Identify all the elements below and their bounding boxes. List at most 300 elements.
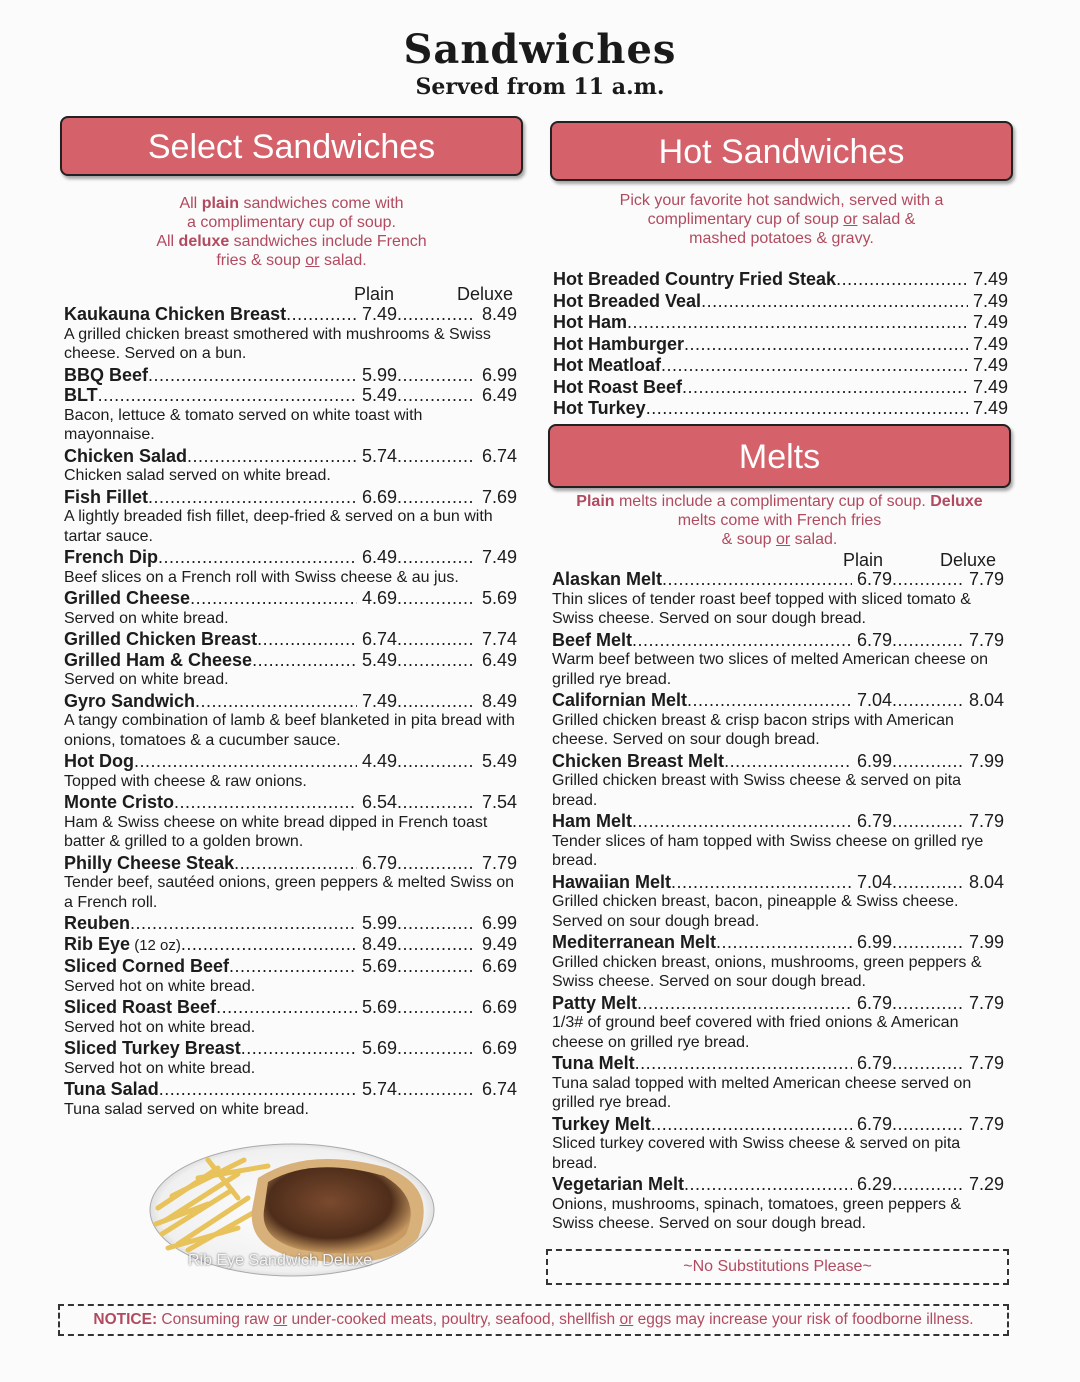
menu-item-line (64, 588, 517, 609)
menu-item-line (64, 629, 517, 650)
deluxe-price: 7.49 (481, 547, 517, 567)
menu-item-line (64, 1038, 517, 1059)
leader-dots (684, 334, 968, 356)
item-description: Grilled chicken breast, onions, mushrooms, green peppers & Swiss cheese. Served on sour dough bread. (552, 953, 982, 990)
deluxe-price: 7.99 (968, 750, 1004, 771)
menu-item-line (552, 993, 1004, 1014)
leader-dots (181, 934, 357, 955)
menu-item (552, 690, 1004, 750)
item-description: Tender slices of ham topped with Swiss cheese on grilled rye bread. (552, 832, 984, 869)
menu-item (64, 365, 517, 386)
menu-item-line (64, 853, 517, 874)
menu-item-line (64, 304, 517, 325)
plain-price: 5.99 (361, 364, 397, 385)
item-name (552, 932, 716, 953)
deluxe-price: 7.54 (481, 792, 517, 812)
leader-dots (241, 1038, 357, 1059)
menu-item (64, 588, 517, 628)
leader-dots (724, 751, 852, 772)
menu-item (64, 956, 517, 996)
menu-item (64, 792, 517, 852)
menu-item-line (552, 690, 1004, 711)
leader-dots (98, 385, 357, 406)
deluxe-price: 7.29 (968, 1174, 1004, 1194)
item-price: 7.49 (972, 333, 1008, 354)
leader-dots (684, 1174, 852, 1195)
leader-dots (687, 690, 852, 711)
deluxe-price: 8.49 (481, 304, 517, 324)
menu-item (552, 630, 1004, 690)
hot-sandwich-list (553, 269, 1008, 420)
item-name (552, 569, 662, 590)
item-description: A lightly breaded fish fillet, deep-fried & served on a bun with tartar sauce. (64, 508, 493, 545)
menu-item (64, 446, 517, 486)
plain-price: 5.74 (361, 445, 397, 466)
menu-item-line (552, 872, 1004, 893)
deluxe-price: 7.69 (481, 486, 517, 507)
deluxe-price: 7.79 (968, 992, 1004, 1013)
item-description: Tuna salad served on white bread. (64, 1100, 309, 1118)
leader-dots (397, 365, 475, 386)
leader-dots (836, 269, 968, 291)
item-name-text: Turkey Melt (552, 1113, 651, 1134)
plain-price: 5.69 (361, 997, 397, 1017)
item-name-text: Rib Eye (64, 933, 131, 954)
leader-dots (397, 588, 475, 609)
item-name (552, 872, 671, 893)
menu-item (552, 872, 1004, 932)
food-safety-notice: NOTICE: Consuming raw or under-cooked meats, poultry, seafood, shellfish or eggs may increase your risk of foodborne illness. (58, 1304, 1009, 1336)
menu-item (553, 377, 1008, 399)
plain-price: 4.69 (361, 588, 397, 608)
leader-dots (397, 913, 475, 934)
menu-item-line (552, 1053, 1004, 1074)
plain-price: 7.49 (361, 690, 397, 711)
plain-price: 4.49 (361, 751, 397, 771)
deluxe-price: 5.49 (481, 751, 517, 771)
leader-dots (158, 547, 357, 568)
select-col-deluxe: Deluxe (457, 284, 514, 304)
item-name (64, 1038, 241, 1059)
item-name-text: French Dip (64, 547, 159, 567)
item-name-note: (12 oz) (130, 936, 181, 954)
item-name (552, 811, 632, 832)
plain-price: 6.79 (856, 811, 892, 831)
item-name-text: Hawaiian Melt (552, 871, 672, 892)
plain-price: 5.74 (361, 1079, 397, 1099)
deluxe-price: 9.49 (481, 933, 517, 954)
item-name (64, 446, 187, 467)
leader-dots (257, 629, 357, 650)
item-name (64, 792, 174, 813)
melts-col-deluxe: Deluxe (940, 550, 997, 570)
plain-price: 6.49 (361, 547, 397, 567)
deluxe-price: 6.49 (481, 385, 517, 405)
deluxe-price: 7.79 (968, 569, 1004, 589)
item-name-text: Kaukauna Chicken Breast (64, 304, 287, 324)
menu-item (64, 304, 517, 364)
leader-dots (397, 547, 475, 568)
plain-price: 5.49 (361, 649, 397, 670)
leader-dots (701, 291, 968, 313)
item-name (64, 751, 134, 772)
item-name (552, 1053, 635, 1074)
item-description: Bacon, lettuce & tomato served on white toast with mayonnaise. (64, 406, 423, 443)
item-price: 7.49 (972, 398, 1008, 418)
item-description: Chicken salad served on white bread. (64, 467, 331, 484)
item-name (64, 691, 195, 712)
menu-item-line (64, 956, 517, 977)
menu-item-line (64, 751, 517, 772)
item-name (64, 588, 190, 609)
item-name-text: BLT (64, 385, 98, 405)
item-name: Hot Breaded Country Fried Steak (553, 269, 837, 289)
leader-dots (661, 355, 968, 377)
plain-price: 6.69 (361, 486, 397, 507)
item-description: Sliced turkey covered with Swiss cheese & served on pita bread. (552, 1135, 961, 1172)
plain-price: 7.49 (361, 304, 397, 324)
item-name-text: Patty Melt (552, 992, 638, 1013)
leader-dots (892, 872, 962, 893)
menu-item-line (64, 913, 517, 934)
item-name (552, 1174, 684, 1195)
menu-item (552, 1114, 1004, 1174)
leader-dots (632, 630, 852, 651)
menu-item (552, 751, 1004, 811)
leader-dots (892, 690, 962, 711)
plain-price: 8.49 (361, 933, 397, 954)
leader-dots (627, 312, 968, 334)
item-name (64, 913, 130, 934)
deluxe-price: 8.04 (968, 871, 1004, 892)
item-name-text: Californian Melt (552, 690, 688, 710)
item-description: Grilled chicken breast & crisp bacon strips with American cheese. Served on sour dough bread. (552, 711, 954, 748)
leader-dots (397, 691, 475, 712)
item-description: Served hot on white bread. (64, 1018, 256, 1036)
item-name-text: Vegetarian Melt (552, 1174, 685, 1194)
select-col-plain: Plain (354, 284, 395, 304)
item-name (552, 1114, 651, 1135)
menu-item (552, 932, 1004, 992)
menu-item (553, 312, 1008, 334)
leader-dots (397, 792, 475, 813)
leader-dots (195, 691, 357, 712)
deluxe-price: 6.69 (481, 997, 517, 1017)
menu-item (553, 291, 1008, 313)
plain-price: 6.29 (856, 1174, 892, 1194)
menu-item (553, 334, 1008, 356)
deluxe-price: 7.99 (968, 932, 1004, 952)
deluxe-price: 6.74 (481, 445, 517, 466)
item-description: Beef slices on a French roll with Swiss cheese & au jus. (64, 568, 459, 586)
menu-item-line (552, 569, 1004, 590)
menu-item (64, 385, 517, 445)
item-description: Warm beef between two slices of melted American cheese on grilled rye bread. (552, 651, 989, 688)
item-name (552, 751, 724, 772)
item-name-text: Philly Cheese Steak (64, 852, 235, 873)
item-price: 7.49 (972, 355, 1008, 375)
item-price: 7.49 (972, 376, 1008, 397)
plain-price: 5.69 (361, 956, 397, 976)
menu-item-line (64, 997, 517, 1018)
leader-dots (397, 650, 475, 671)
leader-dots (892, 1174, 962, 1195)
leader-dots (651, 1114, 852, 1135)
item-description: Topped with cheese & raw onions. (64, 772, 307, 790)
leader-dots (892, 932, 962, 953)
plain-price: 6.99 (856, 932, 892, 952)
menu-item (553, 355, 1008, 377)
leader-dots (397, 304, 475, 325)
item-description: A tangy combination of lamb & beef blanketed in pita bread with onions, tomatoes & a cucumber sauce. (64, 712, 515, 749)
item-description: Tuna salad topped with melted American cheese served on grilled rye bread. (552, 1074, 972, 1111)
plain-price: 5.49 (361, 385, 397, 405)
item-name-text: Chicken Breast Melt (552, 750, 725, 771)
menu-item (64, 934, 517, 957)
menu-item-line (64, 1079, 517, 1100)
select-sandwich-list (64, 304, 517, 1120)
deluxe-price: 6.49 (481, 649, 517, 670)
deluxe-price: 6.69 (481, 956, 517, 976)
leader-dots (134, 751, 357, 772)
leader-dots (646, 398, 968, 420)
leader-dots (397, 1038, 475, 1059)
menu-item-line (552, 1174, 1004, 1195)
hot-sandwiches-banner: Hot Sandwiches (550, 121, 1013, 181)
menu-item-line (552, 1114, 1004, 1135)
item-description: Onions, mushrooms, spinach, tomatoes, green peppers & Swiss cheese. Served on sour dough bread. (552, 1195, 962, 1232)
item-description: Grilled chicken breast with Swiss cheese & served on pita bread. (552, 772, 962, 809)
menu-item-line (552, 751, 1004, 772)
item-name: Hot Roast Beef (553, 376, 683, 397)
item-name-text: Tuna Salad (64, 1079, 159, 1099)
menu-item (552, 1174, 1004, 1234)
plain-price: 6.79 (856, 1113, 892, 1134)
item-name (64, 385, 98, 406)
item-description: Tender beef, sautéed onions, green peppers & melted Swiss on a French roll. (64, 874, 515, 911)
item-name (64, 1079, 159, 1100)
item-name (64, 365, 148, 386)
menu-item-line (64, 446, 517, 467)
item-name-text: Grilled Chicken Breast (64, 629, 258, 649)
menu-item-line (64, 934, 517, 957)
item-name: Hot Breaded Veal (553, 290, 702, 311)
select-intro: All plain sandwiches come with a complimentary cup of soup. All deluxe sandwiches include French fries & soup or salad. (156, 195, 427, 269)
menu-item (64, 547, 517, 587)
item-name (64, 853, 234, 874)
leader-dots (671, 872, 852, 893)
no-substitutions-box: ~No Substitutions Please~ (546, 1249, 1009, 1285)
plain-price: 7.04 (856, 871, 892, 892)
melts-col-plain: Plain (843, 550, 884, 570)
item-price: 7.49 (972, 269, 1008, 289)
leader-dots (187, 446, 357, 467)
leader-dots (682, 377, 968, 399)
menu-item-line (552, 811, 1004, 832)
item-name: Hot Ham (553, 312, 628, 332)
plain-price: 5.69 (361, 1038, 397, 1058)
leader-dots (130, 913, 357, 934)
item-description: Served hot on white bread. (64, 977, 256, 995)
deluxe-price: 7.79 (481, 852, 517, 873)
menu-item-line (64, 792, 517, 813)
plain-price: 6.74 (361, 629, 397, 649)
leader-dots (892, 569, 962, 590)
item-name: Hot Turkey (553, 398, 646, 418)
deluxe-price: 7.79 (968, 1113, 1004, 1134)
leader-dots (637, 993, 852, 1014)
deluxe-price: 6.69 (481, 1038, 517, 1058)
plain-price: 6.99 (856, 750, 892, 771)
leader-dots (397, 751, 475, 772)
menu-item (64, 751, 517, 791)
menu-item-line (64, 547, 517, 568)
menu-item (552, 993, 1004, 1053)
leader-dots (148, 487, 357, 508)
deluxe-price: 6.74 (481, 1079, 517, 1099)
select-sandwiches-banner: Select Sandwiches (60, 116, 523, 176)
melts-list (552, 569, 1004, 1235)
menu-item-line (64, 487, 517, 508)
leader-dots (148, 365, 357, 386)
leader-dots (252, 650, 357, 671)
leader-dots (234, 853, 357, 874)
item-name-text: Sliced Corned Beef (64, 956, 230, 976)
deluxe-price: 8.04 (968, 690, 1004, 710)
menu-item-line (64, 650, 517, 671)
menu-item-line (552, 932, 1004, 953)
menu-item (64, 1038, 517, 1078)
item-name-text: Reuben (64, 913, 131, 933)
leader-dots (892, 811, 962, 832)
menu-item-line (552, 630, 1004, 651)
item-name-text: Chicken Salad (64, 445, 188, 466)
item-name (64, 934, 181, 957)
item-name-text: Tuna Melt (552, 1053, 635, 1073)
item-name-text: Grilled Ham & Cheese (64, 649, 253, 670)
plain-price: 6.79 (856, 1053, 892, 1073)
item-name (64, 304, 286, 325)
item-name-text: Mediterranean Melt (552, 932, 717, 952)
item-description: A grilled chicken breast smothered with mushrooms & Swiss cheese. Served on a bun. (64, 325, 491, 362)
leader-dots (286, 304, 357, 325)
deluxe-price: 7.79 (968, 629, 1004, 650)
menu-item (552, 569, 1004, 629)
plain-price: 7.04 (856, 690, 892, 710)
menu-item (552, 811, 1004, 871)
item-description: 1/3# of ground beef covered with fried onions & American cheese on grilled rye bread. (552, 1014, 959, 1051)
leader-dots (892, 751, 962, 772)
item-description: Served hot on white bread. (64, 1059, 256, 1077)
leader-dots (397, 956, 475, 977)
item-name-text: Hot Dog (64, 751, 134, 771)
item-name-text: Sliced Turkey Breast (64, 1038, 241, 1058)
menu-item (64, 629, 517, 650)
plain-price: 6.79 (856, 629, 892, 650)
item-name-text: Ham Melt (552, 811, 633, 831)
leader-dots (892, 1114, 962, 1135)
leader-dots (397, 487, 475, 508)
leader-dots (892, 1053, 962, 1074)
menu-item (64, 1079, 517, 1119)
item-name (552, 690, 687, 711)
deluxe-price: 7.74 (481, 629, 517, 649)
menu-item (64, 650, 517, 690)
deluxe-price: 7.79 (968, 1053, 1004, 1073)
leader-dots (397, 1079, 475, 1100)
leader-dots (397, 385, 475, 406)
plain-price: 5.99 (361, 913, 397, 933)
item-description: Thin slices of tender roast beef topped with sliced tomato & Swiss cheese. Served on sour dough bread. (552, 590, 971, 627)
menu-item-line (64, 365, 517, 386)
photo-caption: Rib Eye Sandwich Deluxe (188, 1252, 373, 1269)
melts-banner: Melts (548, 424, 1011, 488)
item-name-text: Grilled Cheese (64, 588, 191, 608)
item-description: Grilled chicken breast, bacon, pineapple & Swiss cheese. Served on sour dough bread. (552, 893, 959, 930)
item-name-text: Alaskan Melt (552, 569, 663, 589)
item-name-text: Fish Fillet (64, 486, 149, 507)
menu-item-line (64, 691, 517, 712)
leader-dots (892, 630, 962, 651)
menu-item (64, 487, 517, 547)
item-name (552, 993, 637, 1014)
plain-price: 6.79 (856, 569, 892, 589)
menu-item (64, 913, 517, 934)
menu-item (64, 853, 517, 913)
leader-dots (159, 1079, 357, 1100)
leader-dots (632, 811, 852, 832)
leader-dots (397, 997, 475, 1018)
item-name (64, 629, 257, 650)
leader-dots (716, 932, 852, 953)
menu-item (553, 269, 1008, 291)
item-name (552, 630, 632, 651)
leader-dots (174, 792, 357, 813)
deluxe-price: 6.99 (481, 913, 517, 933)
page-title: Sandwiches (403, 26, 677, 73)
leader-dots (662, 569, 852, 590)
leader-dots (892, 993, 962, 1014)
hot-intro: Pick your favorite hot sandwich, served with a complimentary cup of soup or salad & mashed potatoes & gravy. (619, 192, 944, 247)
leader-dots (397, 934, 475, 955)
item-name-text: Monte Cristo (64, 792, 174, 812)
item-name: Hot Meatloaf (553, 355, 661, 375)
leader-dots (397, 446, 475, 467)
menu-item-line (64, 385, 517, 406)
item-name-text: BBQ Beef (64, 364, 149, 385)
item-name (64, 547, 158, 568)
deluxe-price: 5.69 (481, 588, 517, 608)
menu-item (553, 398, 1008, 420)
item-price: 7.49 (972, 290, 1008, 311)
item-name-text: Sliced Roast Beef (64, 997, 217, 1017)
item-name-text: Beef Melt (552, 629, 633, 650)
leader-dots (229, 956, 357, 977)
plain-price: 6.54 (361, 792, 397, 812)
leader-dots (190, 588, 357, 609)
leader-dots (397, 853, 475, 874)
item-description: Served on white bread. (64, 609, 229, 627)
menu-item (64, 997, 517, 1037)
leader-dots (635, 1053, 852, 1074)
leader-dots (216, 997, 357, 1018)
item-name (64, 956, 229, 977)
deluxe-price: 8.49 (481, 690, 517, 711)
item-description: Served on white bread. (64, 671, 229, 688)
item-name (64, 650, 252, 671)
menu-item (552, 1053, 1004, 1113)
item-name-text: Gyro Sandwich (64, 690, 196, 711)
